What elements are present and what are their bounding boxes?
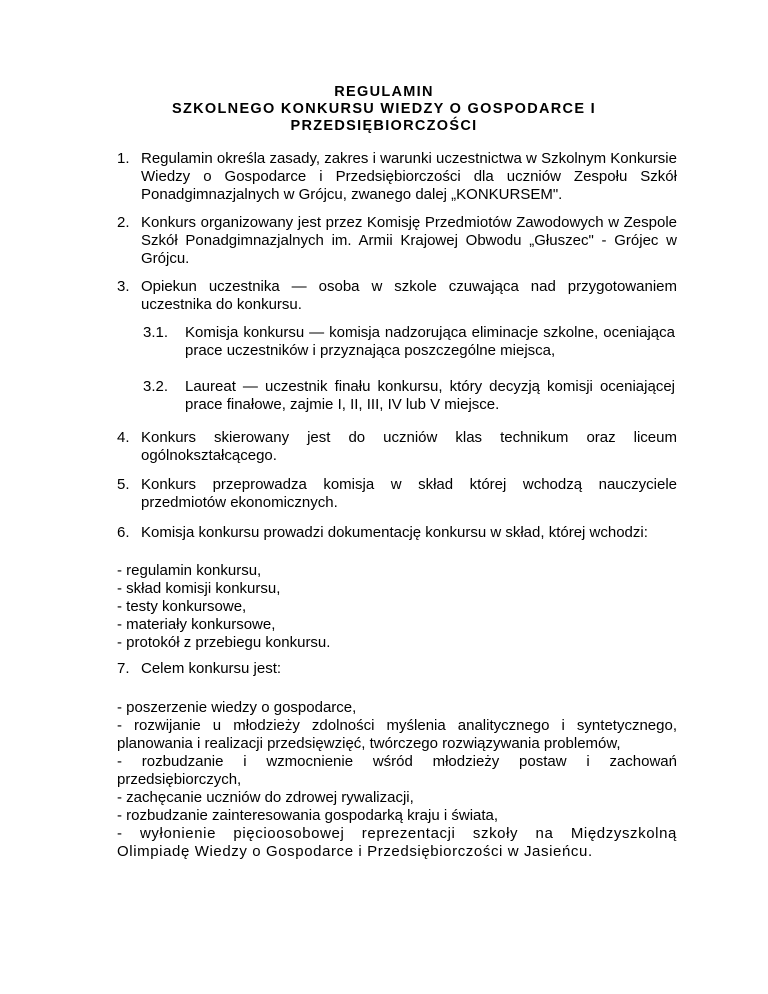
rule-number: 6.: [117, 524, 130, 541]
list-item: - skład komisji konkursu,: [117, 580, 281, 597]
rule-item-4: [117, 429, 677, 465]
title-line-2: SZKOLNEGO KONKURSU WIEDZY O GOSPODARCE I: [172, 101, 596, 117]
subrule-number: 3.1.: [143, 324, 169, 341]
rule-text: Konkurs organizowany jest przez Komisję Przedmiotów Zawodowych w Zespole Szkół Ponadgimnazjalnych im. Armii Krajowej Obwodu „Głuszec" - Grójec w Grójcu.: [141, 214, 677, 267]
goal-item: - rozbudzanie zainteresowania gospodarką kraju i świata,: [117, 807, 499, 824]
rule-number: 2.: [117, 214, 130, 231]
rule-subitem-3-2: [143, 378, 675, 414]
list-item: - regulamin konkursu,: [117, 562, 262, 579]
rule-text: Celem konkursu jest:: [141, 660, 282, 677]
rule-text: Konkurs skierowany jest do uczniów klas technikum oraz liceum ogólnokształcącego.: [141, 429, 677, 464]
rule-number: 4.: [117, 429, 130, 446]
rule-text: Komisja konkursu prowadzi dokumentację konkursu w skład, której wchodzi:: [141, 524, 648, 541]
rule-item-6: [117, 524, 677, 542]
rule-item-1: [117, 150, 677, 204]
rule-number: 7.: [117, 660, 130, 677]
rule-item-3: [117, 278, 677, 314]
subrule-text: Komisja konkursu — komisja nadzorująca eliminacje szkolne, oceniająca prace uczestników i przyznająca poszczególne miejsca,: [185, 324, 675, 359]
subrule-text: Laureat — uczestnik finału konkursu, który decyzją komisji oceniającej prace finałowe, zajmie I, II, III, IV lub V miejsce.: [185, 378, 675, 413]
rule-item-2: [117, 214, 677, 268]
document-title: [0, 84, 768, 135]
list-item: - materiały konkursowe,: [117, 616, 276, 633]
rule-number: 5.: [117, 476, 130, 493]
title-line-3: PRZEDSIĘBIORCZOŚCI: [290, 118, 478, 134]
subrule-number: 3.2.: [143, 378, 169, 395]
goal-item: - zachęcanie uczniów do zdrowej rywalizacji,: [117, 789, 414, 806]
goal-item: - poszerzenie wiedzy o gospodarce,: [117, 699, 357, 716]
rule-text: Konkurs przeprowadza komisja w skład której wchodzą nauczyciele przedmiotów ekonomicznych.: [141, 476, 677, 511]
goals-list: [117, 699, 677, 861]
rule-subitem-3-1: [143, 324, 675, 360]
goal-item: - wyłonienie pięcioosobowej reprezentacji szkoły na Międzyszkolną Olimpiadę Wiedzy o Gospodarce i Przedsiębiorczości w Jasieńcu.: [117, 825, 677, 860]
goal-item: - rozwijanie u młodzieży zdolności myślenia analitycznego i syntetycznego, planowania i realizacji przedsięwzięć, twórczego rozwiązywania problemów,: [117, 717, 677, 752]
rule-number: 1.: [117, 150, 130, 167]
goal-item: - rozbudzanie i wzmocnienie wśród młodzieży postaw i zachowań przedsiębiorczych,: [117, 753, 677, 788]
rule-item-7: [117, 660, 677, 678]
title-line-1: REGULAMIN: [334, 84, 434, 100]
rule-item-5: [117, 476, 677, 512]
documents-list: [117, 562, 677, 652]
list-item: - protokół z przebiegu konkursu.: [117, 634, 331, 651]
rule-number: 3.: [117, 278, 130, 295]
list-item: - testy konkursowe,: [117, 598, 247, 615]
rule-text: Opiekun uczestnika — osoba w szkole czuwająca nad przygotowaniem uczestnika do konkursu.: [141, 278, 677, 313]
rule-text: Regulamin określa zasady, zakres i warunki uczestnictwa w Szkolnym Konkursie Wiedzy o Gospodarce i Przedsiębiorczości dla uczniów Zespołu Szkół Ponadgimnazjalnych w Grójcu, zwanego dalej „KONKURSEM".: [141, 150, 677, 203]
